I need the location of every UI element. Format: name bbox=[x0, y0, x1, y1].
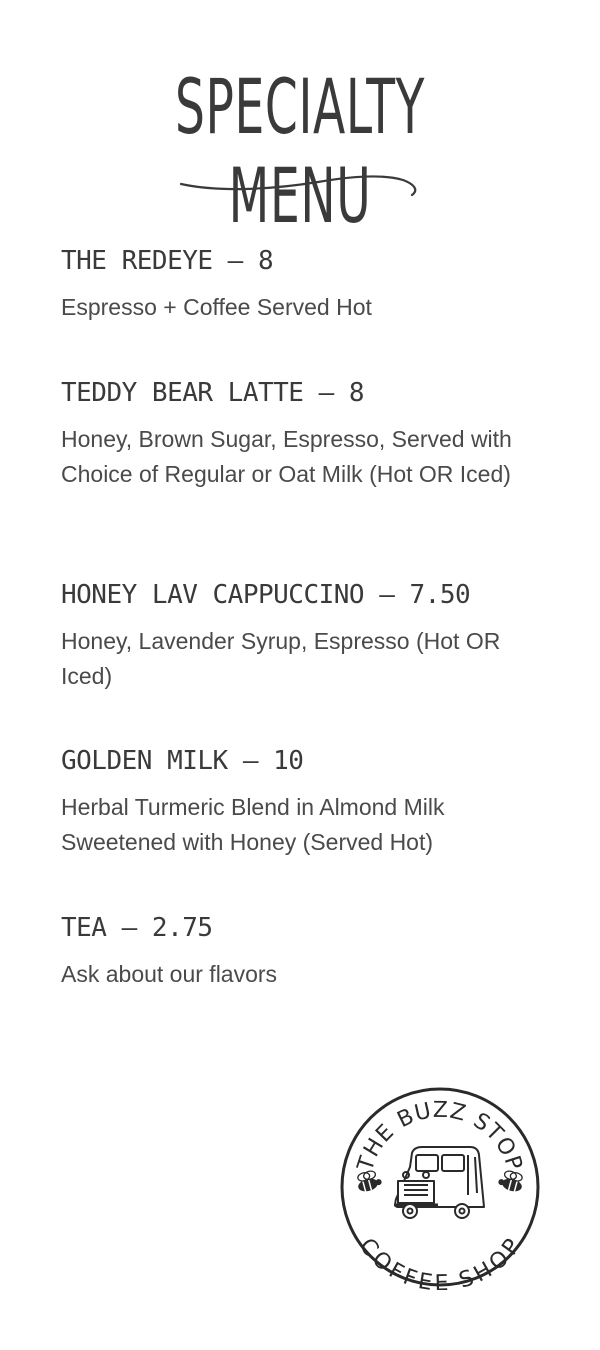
svg-text:COFFEE SHOP: COFFEE SHOP bbox=[353, 1233, 527, 1290]
menu-item-title: HONEY LAV CAPPUCCINO – 7.50 bbox=[61, 580, 471, 610]
menu-item-title: THE REDEYE – 8 bbox=[61, 246, 274, 276]
menu-item-description: Herbal Turmeric Blend in Almond Milk Sweetened with Honey (Served Hot) bbox=[61, 794, 445, 855]
menu-item-title: GOLDEN MILK – 10 bbox=[61, 746, 304, 776]
menu-title: SPECIALTY MENU bbox=[174, 62, 426, 240]
menu-item-title: TEA – 2.75 bbox=[61, 913, 213, 943]
menu-item-description: Ask about our flavors bbox=[61, 961, 278, 987]
menu-item bbox=[61, 911, 531, 992]
menu-item-description: Honey, Lavender Syrup, Espresso (Hot OR Iced) bbox=[61, 628, 501, 689]
decorative-squiggle bbox=[178, 170, 423, 200]
svg-text:THE BUZZ STOP: THE BUZZ STOP bbox=[353, 1097, 527, 1175]
menu-item bbox=[61, 244, 531, 325]
menu-item bbox=[61, 376, 531, 491]
menu-item-description: Honey, Brown Sugar, Espresso, Served with Choice of Regular or Oat Milk (Hot OR Iced) bbox=[61, 426, 512, 487]
buzz-stop-logo bbox=[338, 1085, 543, 1290]
menu-item bbox=[61, 744, 531, 859]
menu-item-description: Espresso + Coffee Served Hot bbox=[61, 294, 372, 320]
menu-item bbox=[61, 578, 531, 693]
menu-item-title: TEDDY BEAR LATTE – 8 bbox=[61, 378, 365, 408]
